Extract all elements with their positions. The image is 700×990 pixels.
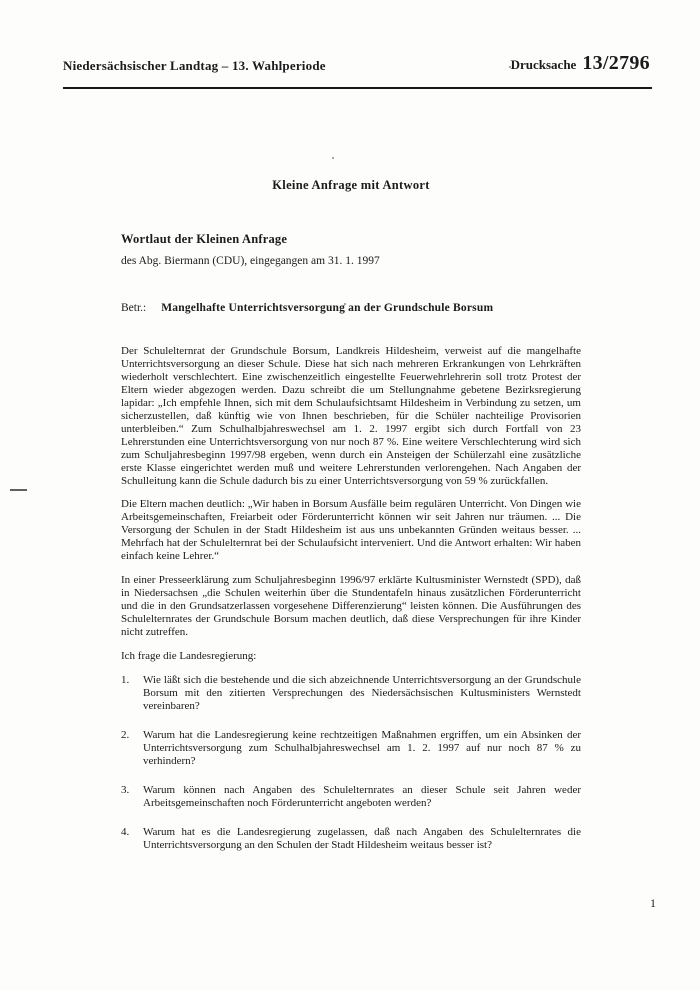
header-parliament-title: Niedersächsischer Landtag – 13. Wahlperiode (63, 58, 326, 73)
document-body (121, 345, 581, 868)
question-text: Warum hat die Landesregierung keine rechtzeitigen Maßnahmen ergriffen, um ein Absinken der Unterrichtsversorgung zum Schulhalbjahreswechsel am 1. 2. 1997 auf nur noch 87 % zu verhindern? (143, 728, 581, 767)
fold-mark (10, 489, 27, 491)
drucksache-label: Drucksache (510, 57, 577, 72)
question-number: 1. (121, 673, 130, 686)
question-item (121, 729, 581, 768)
question-item (121, 674, 581, 713)
document-title: Kleine Anfrage mit Antwort (272, 178, 430, 192)
scan-artifact-dot (509, 66, 511, 68)
page-number: 1 (650, 896, 656, 910)
subject-text: Mangelhafte Unterrichtsversorgung an der Grundschule Borsum (161, 302, 494, 314)
scan-artifact-dot (332, 157, 334, 159)
question-intro: Ich frage die Landesregierung: (121, 650, 257, 663)
question-text: Warum können nach Angaben des Schulelternrates an dieser Schule seit Jahren weder Arbeitsgemeinschaften noch Förderunterricht angeboten werden? (143, 783, 581, 809)
question-text: Warum hat es die Landesregierung zugelassen, daß nach Angaben des Schulelternrates die Unterrichtsversorgung an den Schulen der Stadt Hildesheim weitaus besser ist? (143, 825, 581, 851)
section-heading-wortlaut: Wortlaut der Kleinen Anfrage (121, 232, 288, 246)
header-drucksache (511, 52, 650, 75)
author-byline: des Abg. Biermann (CDU), eingegangen am 31. 1. 1997 (121, 255, 380, 267)
question-number: 2. (121, 728, 130, 741)
subject-label: Betr.: (121, 302, 147, 314)
question-text: Wie läßt sich die bestehende und die sich abzeichnende Unterrichtsversorgung an der Grundschule Borsum mit den zitierten Versprechungen des Niedersächsischen Kultusministers Wernstedt vereinbaren? (143, 673, 581, 712)
question-number: 3. (121, 783, 130, 796)
question-item (121, 784, 581, 810)
question-item (121, 826, 581, 852)
drucksache-number: 13/2796 (582, 52, 650, 74)
question-number: 4. (121, 825, 130, 838)
body-paragraph: Der Schulelternrat der Grundschule Borsum, Landkreis Hildesheim, verweist auf die mangelhafte Unterrichtsversorgung an dieser Schule. Diese hat sich nach mehreren Erkrankungen von Lehrkräften wiederholt verschlechtert. Eine zwischenzeitlich eingestellte Feuerwehrlehrerin soll trotz Protest der Eltern wieder abgezogen werden. Dazu schreibt die um Stellungnahme gebetene Bezirksregierung lapidar: „Ich empfehle Ihnen, sich mit dem Schulaufsichtsamt Hildesheim in Verbindung zu setzen, um sicherzustellen, daß künftig wie von Ihnen beschrieben, für die Schüler nachteilige Provisorien unterbleiben.“ Zum Schulhalbjahreswechsel am 1. 2. 1997 ergibt sich durch Fortfall von 23 Lehrerstunden eine Unterrichtsversorgung von nur noch 87 %. Eine weitere Verschlechterung wird sich zum Schuljahresbeginn 1997/98 ergeben, wenn durch ein Ansteigen der Schülerzahl eine zusätzliche erste Klasse eingerichtet werden muß und weitere Lehrerstunden verlorengehen. Nach Angaben der Schulleitung kann die Schule dadurch bis zu einer Unterrichtsversorgung von 59 % zurückfallen. (121, 345, 581, 487)
body-paragraph: In einer Presseerklärung zum Schuljahresbeginn 1996/97 erklärte Kultusminister Wernstedt (SPD), daß in Niedersachsen „die Schulen weiterhin über die Stundentafeln hinaus zusätzlichen Förderunterricht und die in den Grundsatzerlassen vorgesehene Differenzierung“ leisten können. Die Ausführungen des Schulelternrates der Grundschule Borsum machen deutlich, daß diese Versprechungen für ihre Kinder nicht zutreffen. (121, 574, 581, 639)
body-paragraph: Die Eltern machen deutlich: „Wir haben in Borsum Ausfälle beim regulären Unterricht. Von Dingen wie Arbeitsgemeinschaften, Freiarbeit oder Förderunterricht können wir seit Jahren nur träumen. ... Die Versorgung der Schulen in der Stadt Hildesheim ist aus uns unbekannten Gründen weitaus besser. ... Mehrfach hat der Schulelternrat bei der Schulaufsicht interveniert. Und die Antwort erhalten: Wir haben einfach keine Lehrer.“ (121, 498, 581, 563)
header-rule (63, 87, 652, 89)
subject-line (121, 302, 581, 314)
